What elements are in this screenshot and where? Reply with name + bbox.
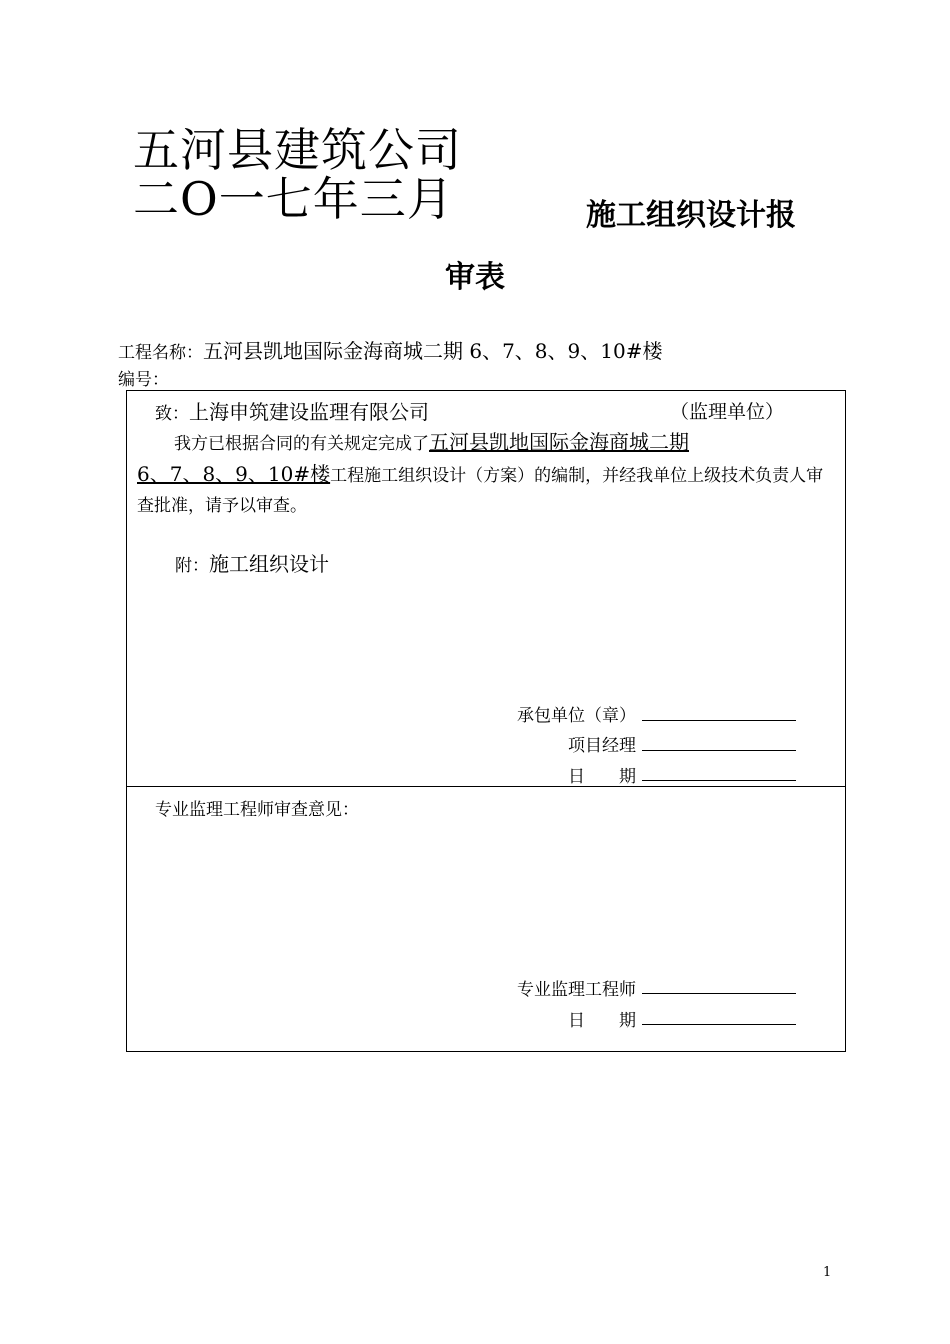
serial-number-label: 编号： [118,370,169,390]
attachment-label: 附： [175,556,209,576]
attachment-line [175,548,329,577]
project-name-value: 五河县凯地国际金海商城二期 6、7、8、9、10#楼 [203,339,663,363]
review-date-label: 日 期 [568,1011,636,1031]
submission-date-field[interactable] [642,780,796,781]
project-manager-field[interactable] [642,750,796,751]
addressee-line [155,396,429,425]
project-name-line [118,335,662,364]
form-title-line2: 审表 [445,260,505,295]
paragraph-project-buildings: 6、7、8、9、10#楼 [137,462,331,486]
submission-date-label: 日 期 [568,767,636,787]
addressee-value: 上海申筑建设监理有限公司 [189,400,429,424]
contractor-seal-field[interactable] [642,720,796,721]
document-date: 二O一七年三月 [133,172,454,226]
review-opinion-label: 专业监理工程师审查意见： [155,800,359,820]
paragraph-body: 工程施工组织设计（方案）的编制，并经我单位上级技术负责人审查批准，请予以审查。 [137,466,824,516]
supervising-engineer-field[interactable] [642,993,796,994]
page-number: 1 [823,1265,832,1280]
attachment-value: 施工组织设计 [209,552,329,576]
paragraph-intro: 我方已根据合同的有关规定完成了 [174,434,429,454]
supervising-engineer-label: 专业监理工程师 [517,980,636,1000]
contractor-seal-label: 承包单位（章） [517,706,636,726]
form-title-line1: 施工组织设计报 [586,198,796,233]
submission-paragraph [137,427,837,521]
addressee-label: 致： [155,404,189,424]
addressee-role: （监理单位） [670,401,785,423]
paragraph-project-name: 五河县凯地国际金海商城二期 [429,430,689,454]
review-date-field[interactable] [642,1024,796,1025]
project-name-label: 工程名称： [118,343,203,363]
project-manager-label: 项目经理 [568,736,636,756]
company-name: 五河县建筑公司 [133,123,462,177]
